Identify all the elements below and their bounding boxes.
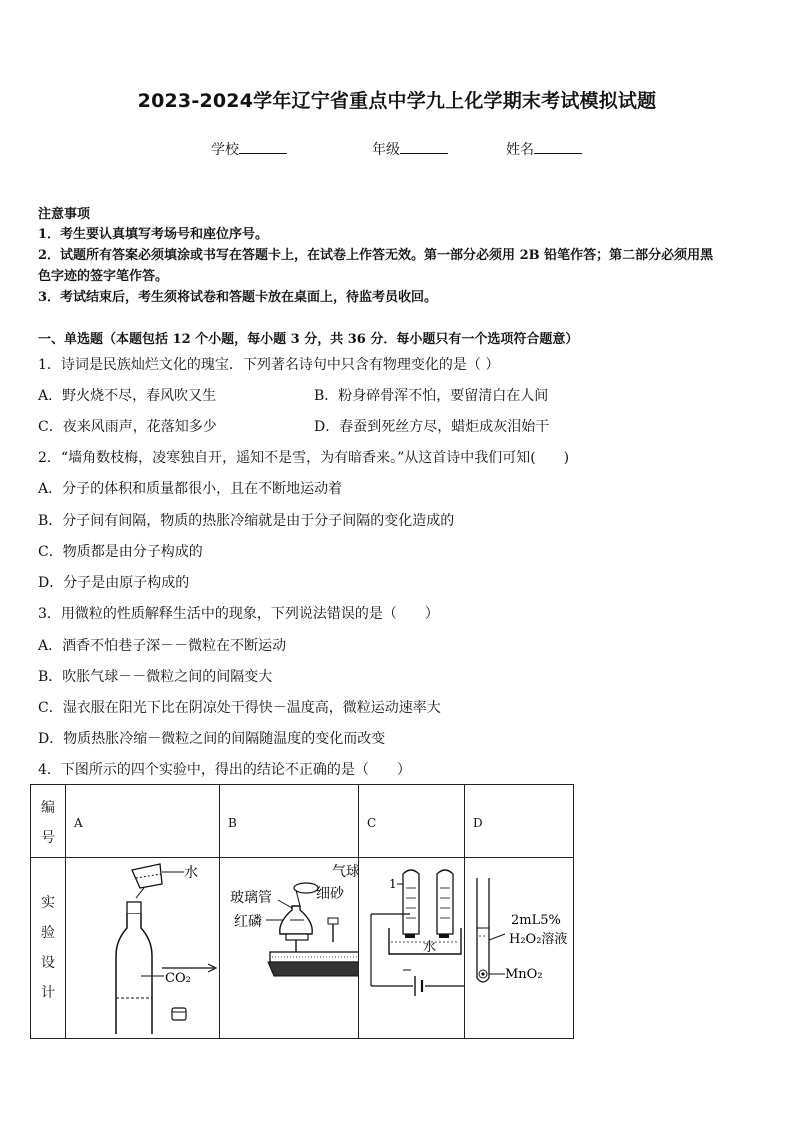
grade-blank[interactable] [400, 139, 448, 154]
label-water: 水 [184, 865, 198, 881]
phosphorus-balance-diagram [220, 858, 358, 1034]
row-label-char: 计 [41, 985, 55, 1001]
section-heading: 一、单选题（本题包括 12 个小题，每小题 3 分，共 36 分．每小题只有一个选项符合题意） [38, 332, 579, 347]
experiment-table [30, 784, 574, 1039]
column-label-c: C [367, 816, 377, 830]
grade-label: 年级 [372, 142, 400, 158]
label-solution: H₂O₂溶液 [509, 932, 568, 947]
row-label-char: 实 [41, 895, 55, 911]
electrolysis-diagram [359, 858, 464, 1034]
grade-field[interactable] [372, 139, 448, 159]
option-c: C．物质都是由分子构成的 [38, 544, 203, 560]
notice-item: 色字迹的签字笔作答。 [38, 269, 169, 284]
option-d: D．春蚕到死丝方尽，蜡炬成灰泪始干 [314, 419, 550, 435]
question-stem: 3．用微粒的性质解释生活中的现象，下列说法错误的是（ ） [38, 606, 439, 622]
name-field[interactable] [506, 139, 582, 159]
row-label-char: 设 [41, 955, 55, 971]
column-label-b: B [228, 816, 237, 830]
notice-item: 3．考试结束后，考生须将试卷和答题卡放在桌面上，待监考员收回。 [38, 290, 438, 305]
label-tube-1: 1 [389, 877, 397, 891]
label-red-phosphorus: 红磷 [234, 914, 262, 930]
label-water: 水 [423, 940, 437, 955]
notice-item: 1．考生要认真填写考场号和座位序号。 [38, 227, 269, 242]
question-stem: 4．下图所示的四个实验中，得出的结论不正确的是（ ） [38, 762, 411, 778]
row-label-char: 号 [41, 830, 55, 846]
label-balloon: 气球 [332, 864, 358, 880]
option-d: D．分子是由原子构成的 [38, 575, 190, 591]
name-blank[interactable] [534, 139, 582, 154]
label-sand: 细砂 [316, 886, 344, 902]
notice-heading: 注意事项 [38, 207, 91, 222]
option-b: B．吹胀气球－－微粒之间的间隔变大 [38, 669, 273, 685]
name-label: 姓名 [506, 142, 534, 158]
option-b: B．分子间有间隔，物质的热胀冷缩就是由于分子间隔的变化造成的 [38, 513, 455, 529]
option-a: A．酒香不怕巷子深－－微粒在不断运动 [38, 638, 287, 654]
option-a: A．野火烧不尽，春风吹又生 [38, 388, 217, 404]
experiment-c-cell [359, 858, 465, 1039]
notice-item: 2．试题所有答案必须填涂或书写在答题卡上，在试卷上作答无效。第一部分必须用 2B 铅笔作答；第二部分必须用黑 [38, 248, 714, 263]
row-label-number [31, 785, 66, 858]
school-label: 学校 [211, 142, 239, 158]
h2o2-mno2-diagram [465, 858, 573, 1034]
row-label-char: 验 [41, 925, 55, 941]
option-c: C．湿衣服在阳光下比在阴凉处干得快－温度高，微粒运动速率大 [38, 700, 441, 716]
option-a: A．分子的体积和质量都很小，且在不断地运动着 [38, 481, 343, 497]
school-field[interactable] [211, 139, 287, 159]
option-b: B．粉身碎骨浑不怕，要留清白在人间 [314, 388, 549, 404]
label-volume: 2mL5% [511, 913, 561, 928]
option-d: D．物质热胀冷缩－微粒之间的间隔随温度的变化而改变 [38, 731, 386, 747]
experiment-a-cell [66, 858, 220, 1039]
column-label-a: A [74, 816, 83, 830]
option-c: C．夜来风雨声，花落知多少 [38, 419, 217, 435]
question-stem: 2．“墙角数枝梅，凌寒独自开，遥知不是雪，为有暗香来。”从这首诗中我们可知( ) [38, 450, 570, 466]
column-label-d: D [473, 816, 483, 830]
label-glass-tube: 玻璃管 [230, 890, 272, 906]
experiment-d-cell [465, 858, 574, 1039]
experiment-b-cell [220, 858, 359, 1039]
bottle-co2-diagram [66, 858, 219, 1034]
row-label-design [31, 858, 66, 1039]
row-label-char: 编 [41, 800, 55, 816]
exam-title: 2023-2024学年辽宁省重点中学九上化学期末考试模拟试题 [137, 90, 657, 112]
label-mno2: MnO₂ [505, 967, 543, 982]
label-co2: CO₂ [165, 971, 191, 986]
question-stem: 1．诗词是民族灿烂文化的瑰宝．下列著名诗句中只含有物理变化的是（ ） [38, 357, 500, 373]
school-blank[interactable] [239, 139, 287, 154]
